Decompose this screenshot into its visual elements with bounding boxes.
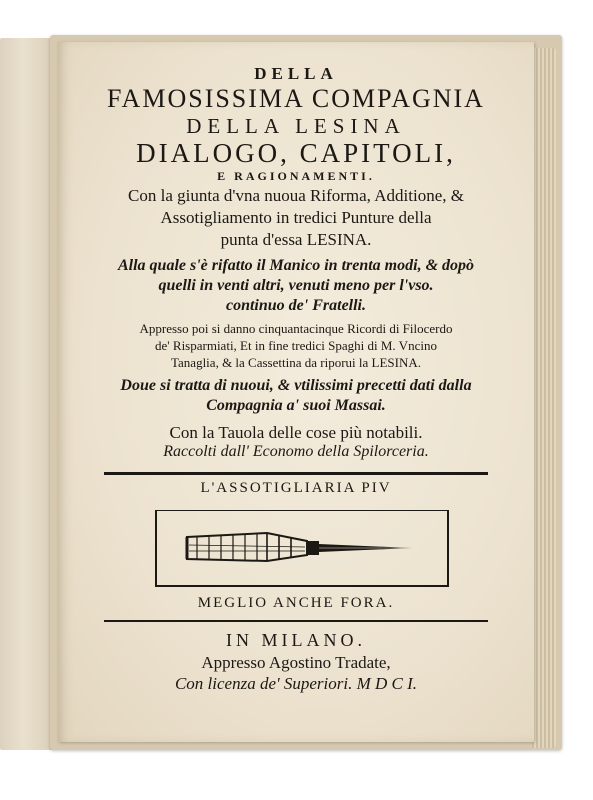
compiler-note: Raccolti dall' Economo della Spilorceria. xyxy=(163,443,429,460)
small-line-1: Appresso poi si danno cinquantacinque Ricordi di Filocerdo xyxy=(139,321,453,336)
awl-icon xyxy=(157,511,447,585)
motto-top: L'ASSOTIGLIARIA PIV xyxy=(200,480,392,496)
imprint-printer: Appresso Agostino Tradate, xyxy=(201,653,391,672)
italic-line-2: quelli in venti altri, venuti meno per l'vso. xyxy=(158,277,434,294)
title-line-3: DELLA LESINA xyxy=(186,114,406,138)
woodcut-frame xyxy=(155,510,449,587)
imprint-place: IN MILANO. xyxy=(226,630,366,650)
subtitle-line-2: Assotigliamento in tredici Punture della xyxy=(160,208,432,227)
imprint-license-date: Con licenza de' Superiori. M D C I. xyxy=(174,674,418,693)
subtitle-line-3: punta d'essa LESINA. xyxy=(220,230,372,249)
title-line-5: E RAGIONAMENTI. xyxy=(217,169,375,183)
divider-rule-top xyxy=(104,472,488,475)
page-edges xyxy=(532,48,556,748)
italic-line-4: Doue si tratta di nuoui, & vtilissimi precetti dati dalla xyxy=(120,377,472,394)
italic-line-5: Compagnia a' suoi Massai. xyxy=(206,397,386,414)
italic-line-1: Alla quale s'è rifatto il Manico in trenta modi, & dopò xyxy=(117,257,475,274)
subtitle-line-1: Con la giunta d'vna nuoua Riforma, Additione, & xyxy=(128,186,464,205)
title-page xyxy=(58,42,534,742)
small-line-3: Tanaglia, & la Cassettina da riporui la LESINA. xyxy=(171,355,421,370)
divider-rule-bottom xyxy=(104,620,488,622)
title-line-4: DIALOGO, CAPITOLI, xyxy=(136,138,456,168)
motto-bottom: MEGLIO ANCHE FORA. xyxy=(197,595,395,611)
small-line-2: de' Risparmiati, Et in fine tredici Spaghi di M. Vncino xyxy=(155,338,437,353)
title-line-1: DELLA xyxy=(254,64,338,83)
table-note: Con la Tauola delle cose più notabili. xyxy=(169,423,423,442)
title-line-2: FAMOSISSIMA COMPAGNIA xyxy=(107,84,485,113)
italic-line-3: continuo de' Fratelli. xyxy=(225,297,366,314)
